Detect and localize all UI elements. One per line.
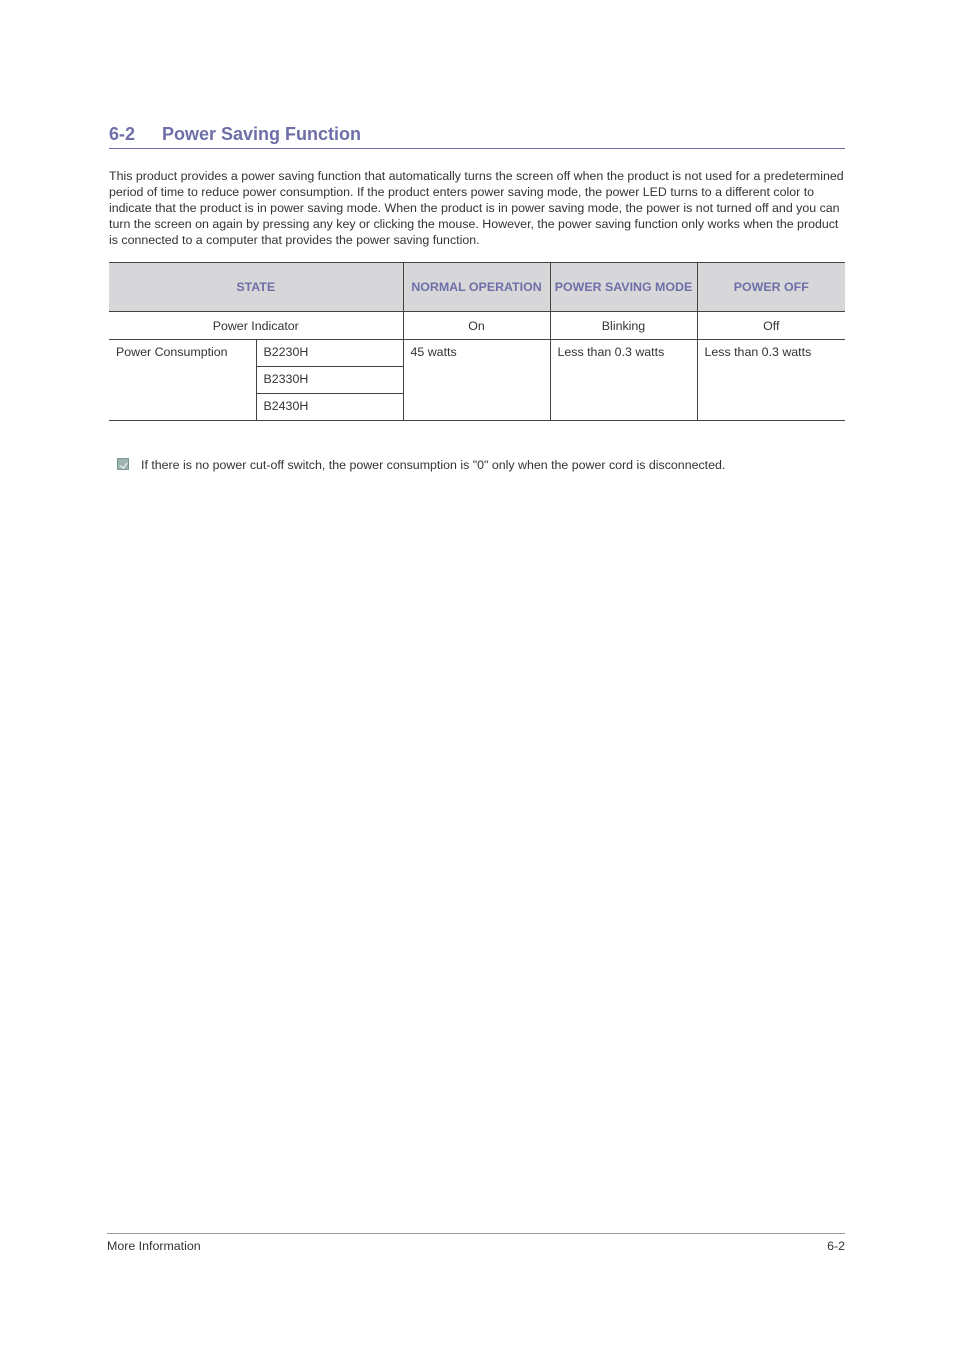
indicator-saving: Blinking <box>550 312 697 340</box>
header-power-off: POWER OFF <box>697 263 845 312</box>
power-indicator-label: Power Indicator <box>109 312 403 340</box>
power-consumption-label: Power Consumption <box>109 340 256 421</box>
header-state: STATE <box>109 263 403 312</box>
footer-section-name: More Information <box>107 1239 201 1253</box>
consumption-off: Less than 0.3 watts <box>697 340 845 421</box>
section-title: Power Saving Function <box>162 124 362 144</box>
table-row <box>109 340 845 367</box>
table-row <box>109 312 845 340</box>
model-cell: B2230H <box>256 340 403 367</box>
page-number: 6-2 <box>827 1239 845 1253</box>
table-header-row <box>109 263 845 312</box>
page-footer <box>107 1233 845 1258</box>
consumption-saving: Less than 0.3 watts <box>550 340 697 421</box>
note-text: If there is no power cut-off switch, the power consumption is "0" only when the power cord is disconnected. <box>141 458 726 472</box>
section-number: 6-2 <box>109 124 136 144</box>
consumption-normal: 45 watts <box>403 340 550 421</box>
intro-paragraph: This product provides a power saving function that automatically turns the screen off when the product is not used for a predetermined period of time to reduce power consumption. If the product enters power saving mode, the power LED turns to a different color to indicate that the product is in power saving mode. When the product is in power saving mode, the power is not turned off and you can turn the screen on again by pressing any key or clicking the mouse. However, the power saving function only works when the product is connected to a computer that provides the power saving function. <box>109 169 844 247</box>
indicator-normal: On <box>403 312 550 340</box>
model-cell: B2430H <box>256 394 403 421</box>
power-saving-table <box>109 262 845 421</box>
indicator-off: Off <box>697 312 845 340</box>
header-power-saving-mode: POWER SAVING MODE <box>550 263 697 312</box>
header-normal-operation: NORMAL OPERATION <box>403 263 550 312</box>
section-heading <box>109 122 845 149</box>
note-icon <box>117 458 129 470</box>
model-cell: B2330H <box>256 367 403 394</box>
